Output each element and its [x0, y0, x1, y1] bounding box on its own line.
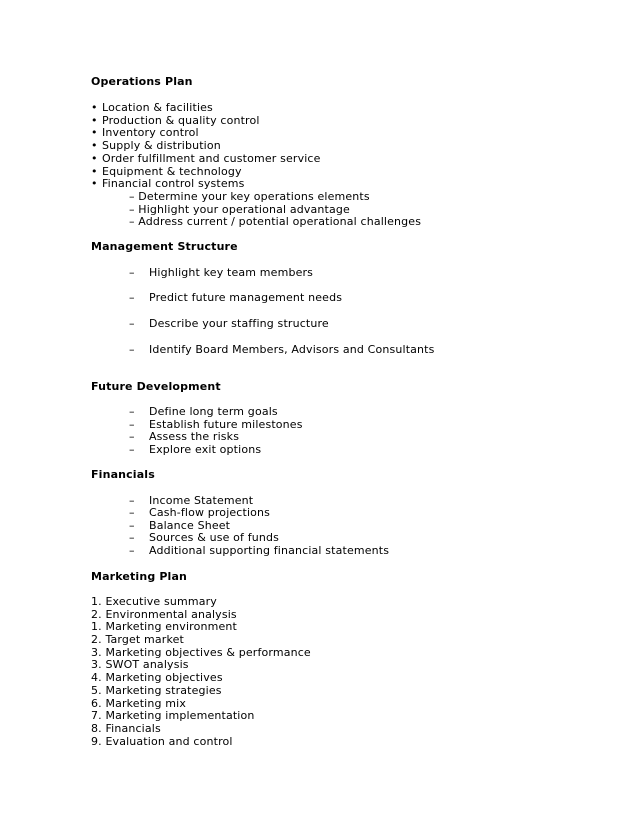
numbered-list-item: 8. Financials [91, 722, 161, 735]
list-item-text: Establish future milestones [149, 418, 303, 431]
numbered-list-item: 2. Target market [91, 633, 184, 646]
list-item [91, 101, 213, 114]
section-heading-operations: Operations Plan [91, 75, 193, 88]
list-item-text: Predict future management needs [149, 291, 343, 304]
list-item-text: Cash-flow projections [149, 506, 271, 519]
list-item-text: Explore exit options [149, 443, 262, 456]
list-item-text: Highlight key team members [149, 266, 314, 279]
numbered-list-item: 1. Executive summary [91, 595, 217, 608]
numbered-list-item: 9. Evaluation and control [91, 735, 233, 748]
sub-list-item: – Determine your key operations elements [129, 190, 370, 203]
bullet-icon: • [91, 101, 98, 114]
dash-icon: – [129, 405, 135, 418]
bullet-icon: • [91, 139, 98, 152]
list-item-text: Equipment & technology [102, 165, 242, 178]
list-item-text: Assess the risks [149, 430, 240, 443]
dash-icon: – [129, 343, 135, 356]
dash-icon: – [129, 506, 135, 519]
section-heading-marketing: Marketing Plan [91, 570, 188, 583]
list-item-text: Location & facilities [102, 101, 213, 114]
section-heading-future: Future Development [91, 380, 221, 393]
sub-list-item: – Address current / potential operational challenges [129, 215, 422, 228]
list-item [91, 126, 199, 139]
dash-icon: – [129, 494, 135, 507]
section-heading-management: Management Structure [91, 240, 238, 253]
dash-icon: – [129, 519, 135, 532]
numbered-list-item: 2. Environmental analysis [91, 608, 237, 621]
list-item-text: Order fulfillment and customer service [102, 152, 321, 165]
list-item-text: Identify Board Members, Advisors and Consultants [149, 343, 435, 356]
dash-icon: – [129, 531, 135, 544]
numbered-list-item: 5. Marketing strategies [91, 684, 222, 697]
list-item-text: Inventory control [102, 126, 199, 139]
dash-icon: – [129, 317, 135, 330]
dash-icon: – [129, 544, 135, 557]
numbered-list-item: 6. Marketing mix [91, 697, 186, 710]
numbered-list-item: 3. Marketing objectives & performance [91, 646, 311, 659]
bullet-icon: • [91, 126, 98, 139]
dash-icon: – [129, 418, 135, 431]
list-item [91, 177, 245, 190]
numbered-list-item: 7. Marketing implementation [91, 709, 255, 722]
list-item-text: Additional supporting financial statements [149, 544, 390, 557]
section-heading-financials: Financials [91, 468, 155, 481]
numbered-list-item: 3. SWOT analysis [91, 658, 189, 671]
numbered-list-item: 1. Marketing environment [91, 620, 237, 633]
list-item [91, 152, 321, 165]
numbered-list-item: 4. Marketing objectives [91, 671, 223, 684]
dash-icon: – [129, 266, 135, 279]
list-item-text: Financial control systems [102, 177, 245, 190]
dash-icon: – [129, 430, 135, 443]
list-item-text: Income Statement [149, 494, 254, 507]
bullet-icon: • [91, 152, 98, 165]
list-item-text: Production & quality control [102, 114, 260, 127]
bullet-icon: • [91, 177, 98, 190]
dash-icon: – [129, 443, 135, 456]
list-item-text: Sources & use of funds [149, 531, 279, 544]
list-item-text: Balance Sheet [149, 519, 231, 532]
list-item [91, 139, 221, 152]
dash-icon: – [129, 291, 135, 304]
list-item-text: Describe your staffing structure [149, 317, 329, 330]
sub-list-item: – Highlight your operational advantage [129, 203, 350, 216]
list-item-text: Supply & distribution [102, 139, 221, 152]
bullet-icon: • [91, 165, 98, 178]
list-item-text: Define long term goals [149, 405, 278, 418]
bullet-icon: • [91, 114, 98, 127]
